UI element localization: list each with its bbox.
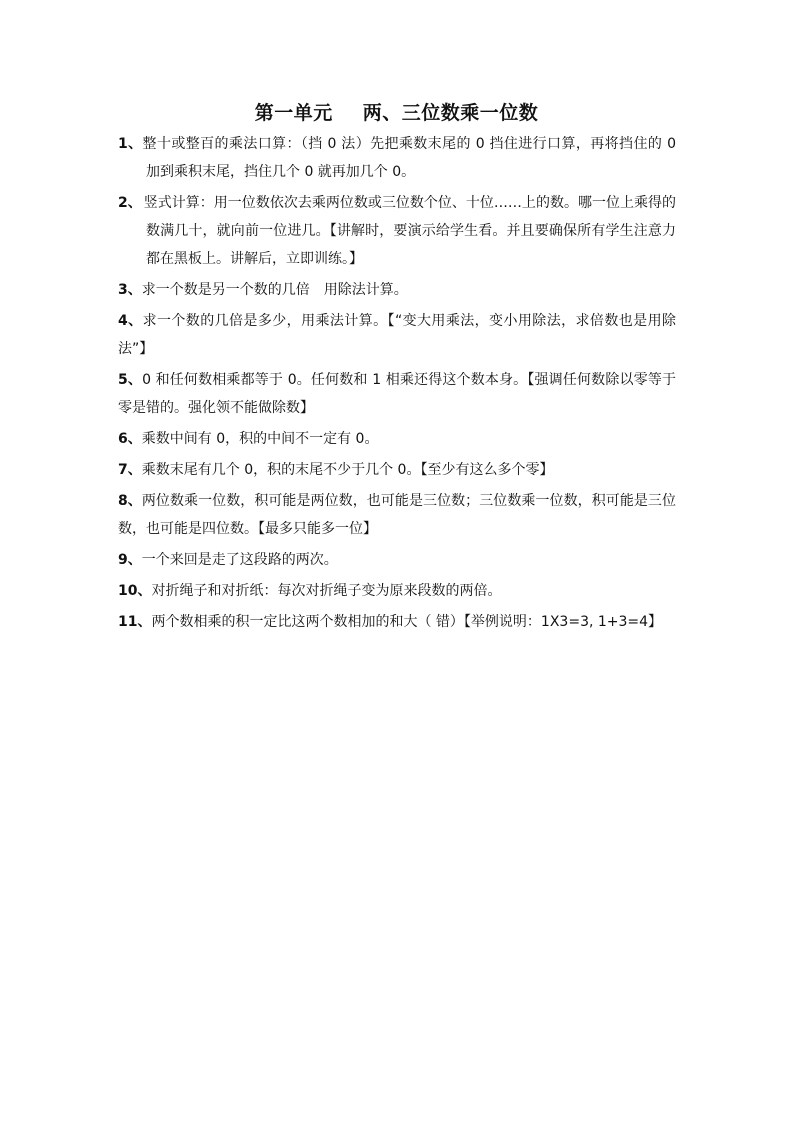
item-text: 乘数末尾有几个 0，积的末尾不少于几个 0。【至少有这么多个零】 [141,462,554,478]
list-item-2 [118,189,676,273]
item-number: 2、 [118,195,142,211]
item-number: 9、 [118,552,142,568]
item-text: 一个来回是走了这段路的两次。 [141,552,338,568]
title-unit: 第一单元 [254,102,333,124]
item-text: 0 和任何数相乘都等于 0。任何数和 1 相乘还得这个数本身。【强调任何数除以零等于零是错的。强化领不能做除数】 [118,372,676,416]
title-topic: 两、三位数乘一位数 [362,102,539,124]
list-item-9 [118,546,676,574]
item-text: 整十或整百的乘法口算：（挡 0 法）先把乘数末尾的 0 挡住进行口算，再将挡住的 0 加到乘积末尾，挡住几个 0 就再加几个 0。 [142,136,676,180]
item-text: 两个数相乘的积一定比这两个数相加的和大（ 错）【举例说明：1X3=3, 1+3=4】 [151,614,663,630]
item-number: 5、 [118,372,143,388]
page-title [0,98,793,125]
list-item-3 [118,276,676,304]
item-number: 10、 [118,583,152,599]
item-text: 求一个数的几倍是多少，用乘法计算。【“变大用乘法，变小用除法，求倍数也是用除法”】 [118,313,676,357]
item-number: 6、 [118,431,142,447]
item-number: 11、 [118,614,152,630]
item-text: 求一个数是另一个数的几倍 用除法计算。 [141,282,408,298]
item-number: 4、 [118,313,143,329]
item-text: 竖式计算：用一位数依次去乘两位数或三位数个位、十位……上的数。哪一位上乘得的数满几十，就向前一位进几。【讲解时，要演示给学生看。并且要确保所有学生注意力都在黑板上。讲解后，立即训练。】 [143,195,677,267]
item-text: 乘数中间有 0，积的中间不一定有 0。 [141,431,379,447]
item-text: 两位数乘一位数，积可能是两位数，也可能是三位数；三位数乘一位数，积可能是三位数，也可能是四位数。【最多只能多一位】 [118,493,676,537]
item-number: 1、 [118,136,143,152]
item-number: 7、 [118,462,142,478]
item-number: 8、 [118,493,142,509]
list-item-7 [118,456,676,484]
list-item-1 [118,130,676,186]
list-item-8 [118,487,676,543]
item-text: 对折绳子和对折纸：每次对折绳子变为原来段数的两倍。 [151,583,502,599]
list-item-4 [118,307,676,363]
item-number: 3、 [118,282,142,298]
list-item-6 [118,425,676,453]
document-body [118,130,676,639]
list-item-10 [118,577,676,605]
list-item-11 [118,608,676,636]
list-item-5 [118,366,676,422]
